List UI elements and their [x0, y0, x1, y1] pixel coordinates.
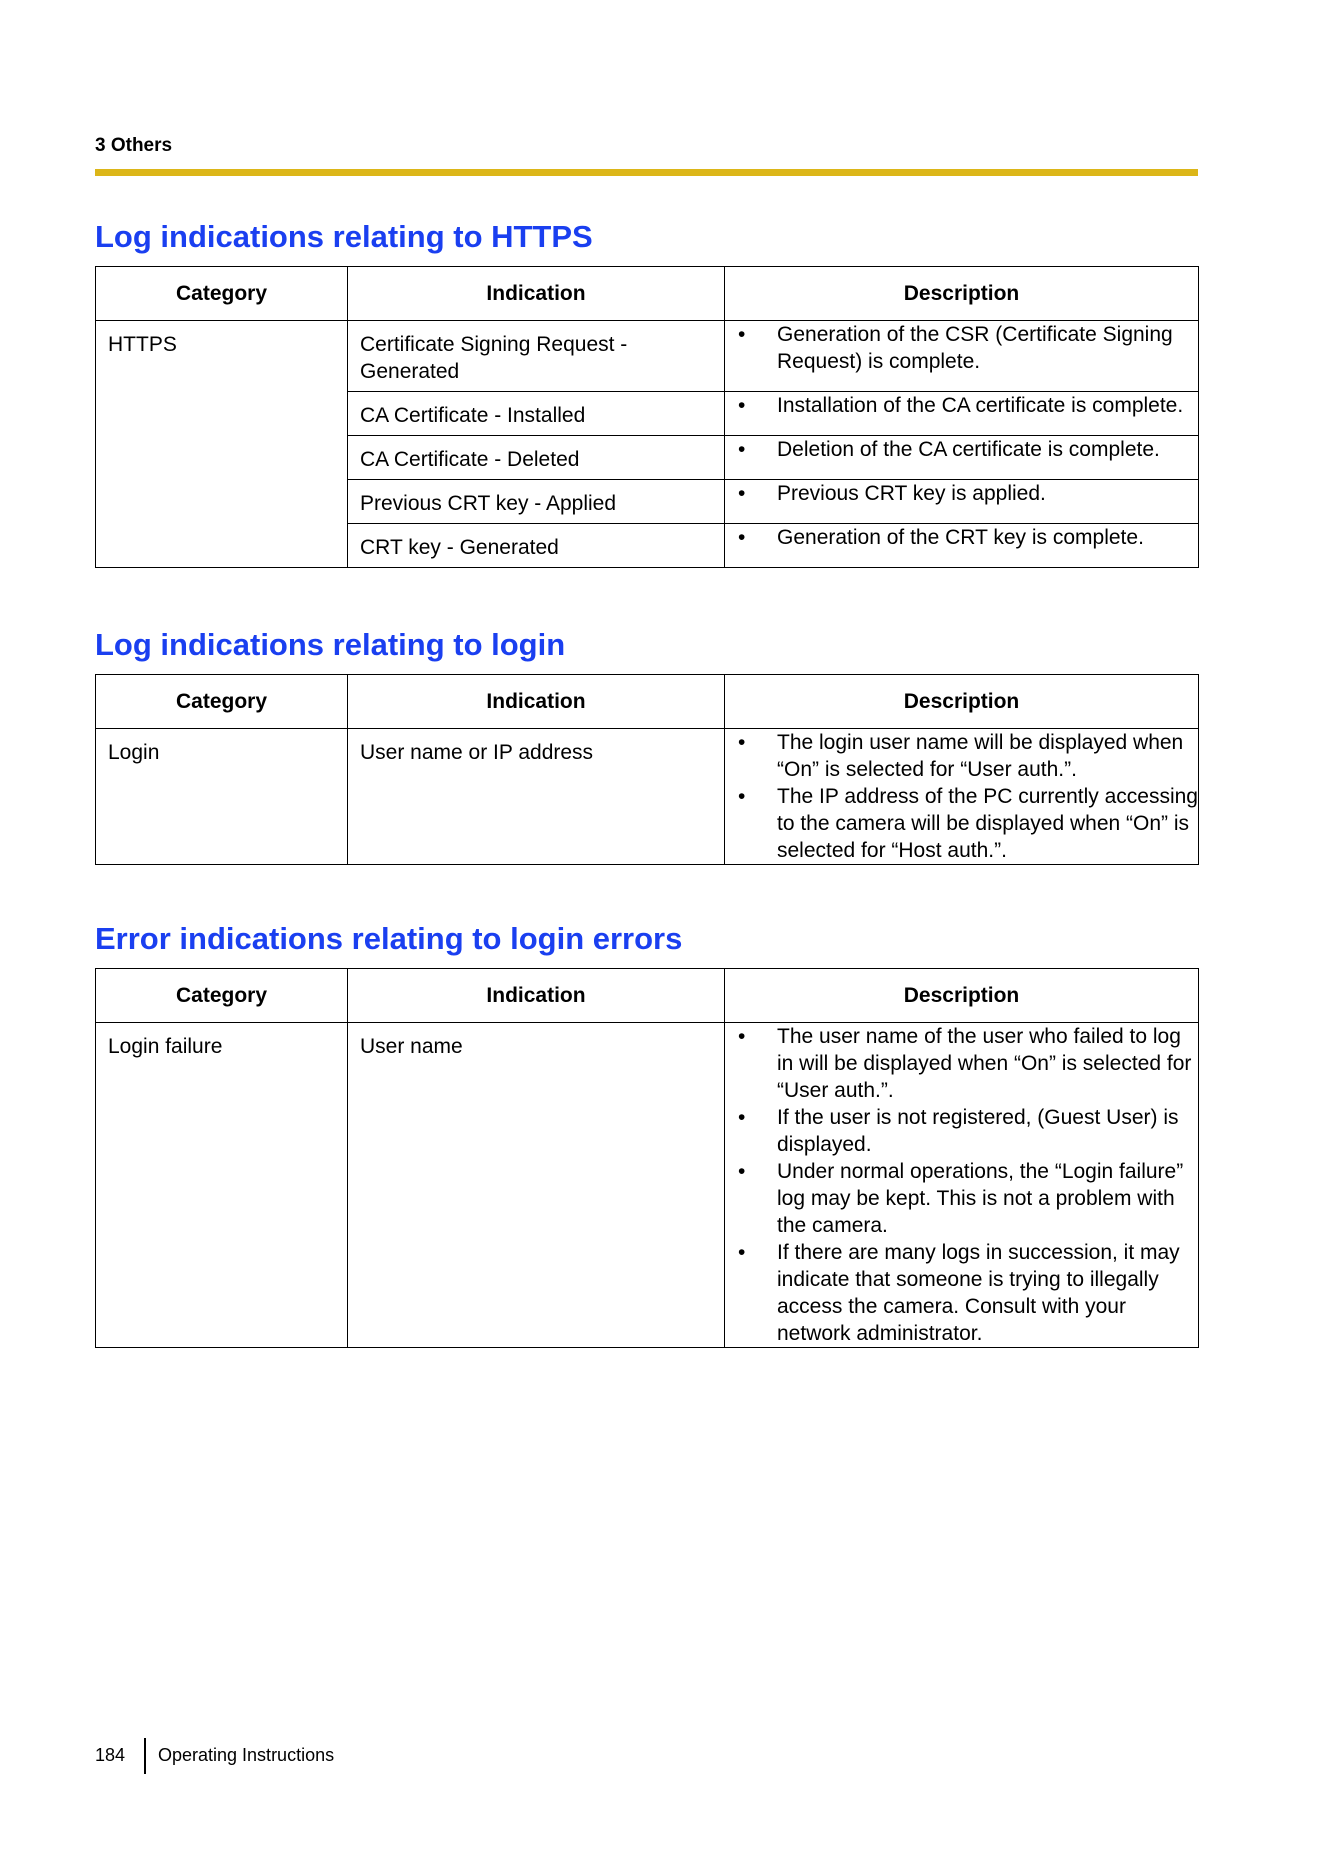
- category-cell: Login: [96, 729, 348, 865]
- description-cell: [725, 321, 1199, 392]
- indication-cell: CRT key - Generated: [348, 524, 725, 568]
- table-header-row: [96, 675, 1199, 729]
- bullet-icon: •: [738, 394, 746, 417]
- column-header: Category: [96, 267, 348, 321]
- indication-cell: User name: [348, 1023, 725, 1348]
- indication-cell: CA Certificate - Installed: [348, 392, 725, 436]
- description-text: Installation of the CA certificate is complete.: [777, 394, 1184, 417]
- chapter-divider: [95, 169, 1198, 176]
- bullet-icon: •: [738, 785, 746, 808]
- log-table: [95, 674, 1199, 865]
- chapter-header: 3 Others: [95, 135, 173, 156]
- description-item: [725, 729, 1198, 783]
- description-list: [725, 524, 1198, 551]
- column-header: Indication: [348, 969, 725, 1023]
- column-header: Category: [96, 969, 348, 1023]
- column-header: Description: [725, 969, 1199, 1023]
- category-cell: Login failure: [96, 1023, 348, 1348]
- description-cell: [725, 524, 1199, 568]
- description-list: [725, 392, 1198, 419]
- description-text: The login user name will be displayed when “On” is selected for “User auth.”.: [777, 731, 1184, 781]
- description-text: Generation of the CRT key is complete.: [777, 526, 1144, 549]
- description-item: [725, 1158, 1198, 1239]
- description-item: [725, 1239, 1198, 1347]
- description-list: [725, 321, 1198, 375]
- description-text: If the user is not registered, (Guest User) is displayed.: [777, 1106, 1179, 1156]
- description-list: [725, 480, 1198, 507]
- description-text: Previous CRT key is applied.: [777, 482, 1046, 505]
- description-cell: [725, 480, 1199, 524]
- bullet-icon: •: [738, 1241, 746, 1264]
- table-row: [96, 321, 1199, 392]
- indication-cell: Certificate Signing Request - Generated: [348, 321, 725, 392]
- indication-cell: Previous CRT key - Applied: [348, 480, 725, 524]
- description-text: Under normal operations, the “Login failure” log may be kept. This is not a problem with the camera.: [777, 1160, 1184, 1237]
- column-header: Indication: [348, 675, 725, 729]
- description-text: The user name of the user who failed to log in will be displayed when “On” is selected for “User auth.”.: [777, 1025, 1192, 1102]
- section-title: Error indications relating to login errors: [95, 921, 683, 956]
- bullet-icon: •: [738, 1025, 746, 1048]
- description-cell: [725, 392, 1199, 436]
- description-item: [725, 1104, 1198, 1158]
- description-item: [725, 1023, 1198, 1104]
- bullet-icon: •: [738, 1160, 746, 1183]
- bullet-icon: •: [738, 323, 746, 346]
- description-item: [725, 321, 1198, 375]
- description-cell: [725, 1023, 1199, 1348]
- indication-cell: User name or IP address: [348, 729, 725, 865]
- description-list: [725, 436, 1198, 463]
- column-header: Description: [725, 267, 1199, 321]
- section-title: Log indications relating to HTTPS: [95, 219, 593, 254]
- description-text: The IP address of the PC currently accessing to the camera will be displayed when “On” is selected for “Host auth.”.: [777, 785, 1198, 862]
- footer-divider: [144, 1738, 146, 1774]
- section-title: Log indications relating to login: [95, 627, 566, 662]
- document-title: Operating Instructions: [158, 1745, 335, 1765]
- bullet-icon: •: [738, 482, 746, 505]
- bullet-icon: •: [738, 731, 746, 754]
- bullet-icon: •: [738, 1106, 746, 1129]
- column-header: Indication: [348, 267, 725, 321]
- description-cell: [725, 729, 1199, 865]
- log-table: [95, 266, 1199, 568]
- description-list: [725, 1023, 1198, 1347]
- log-table: [95, 968, 1199, 1348]
- description-item: [725, 392, 1198, 419]
- indication-cell: CA Certificate - Deleted: [348, 436, 725, 480]
- description-text: If there are many logs in succession, it may indicate that someone is trying to illegally access the camera. Consult with your network administrator.: [777, 1241, 1180, 1345]
- description-cell: [725, 436, 1199, 480]
- description-item: [725, 783, 1198, 864]
- description-item: [725, 436, 1198, 463]
- table-header-row: [96, 267, 1199, 321]
- bullet-icon: •: [738, 438, 746, 461]
- table-row: [96, 729, 1199, 865]
- description-item: [725, 480, 1198, 507]
- bullet-icon: •: [738, 526, 746, 549]
- table-row: [96, 1023, 1199, 1348]
- description-text: Generation of the CSR (Certificate Signing Request) is complete.: [777, 323, 1173, 373]
- description-text: Deletion of the CA certificate is complete.: [777, 438, 1160, 461]
- category-cell: HTTPS: [96, 321, 348, 568]
- table-header-row: [96, 969, 1199, 1023]
- column-header: Category: [96, 675, 348, 729]
- description-item: [725, 524, 1198, 551]
- page-number: 184: [95, 1745, 126, 1765]
- description-list: [725, 729, 1198, 864]
- column-header: Description: [725, 675, 1199, 729]
